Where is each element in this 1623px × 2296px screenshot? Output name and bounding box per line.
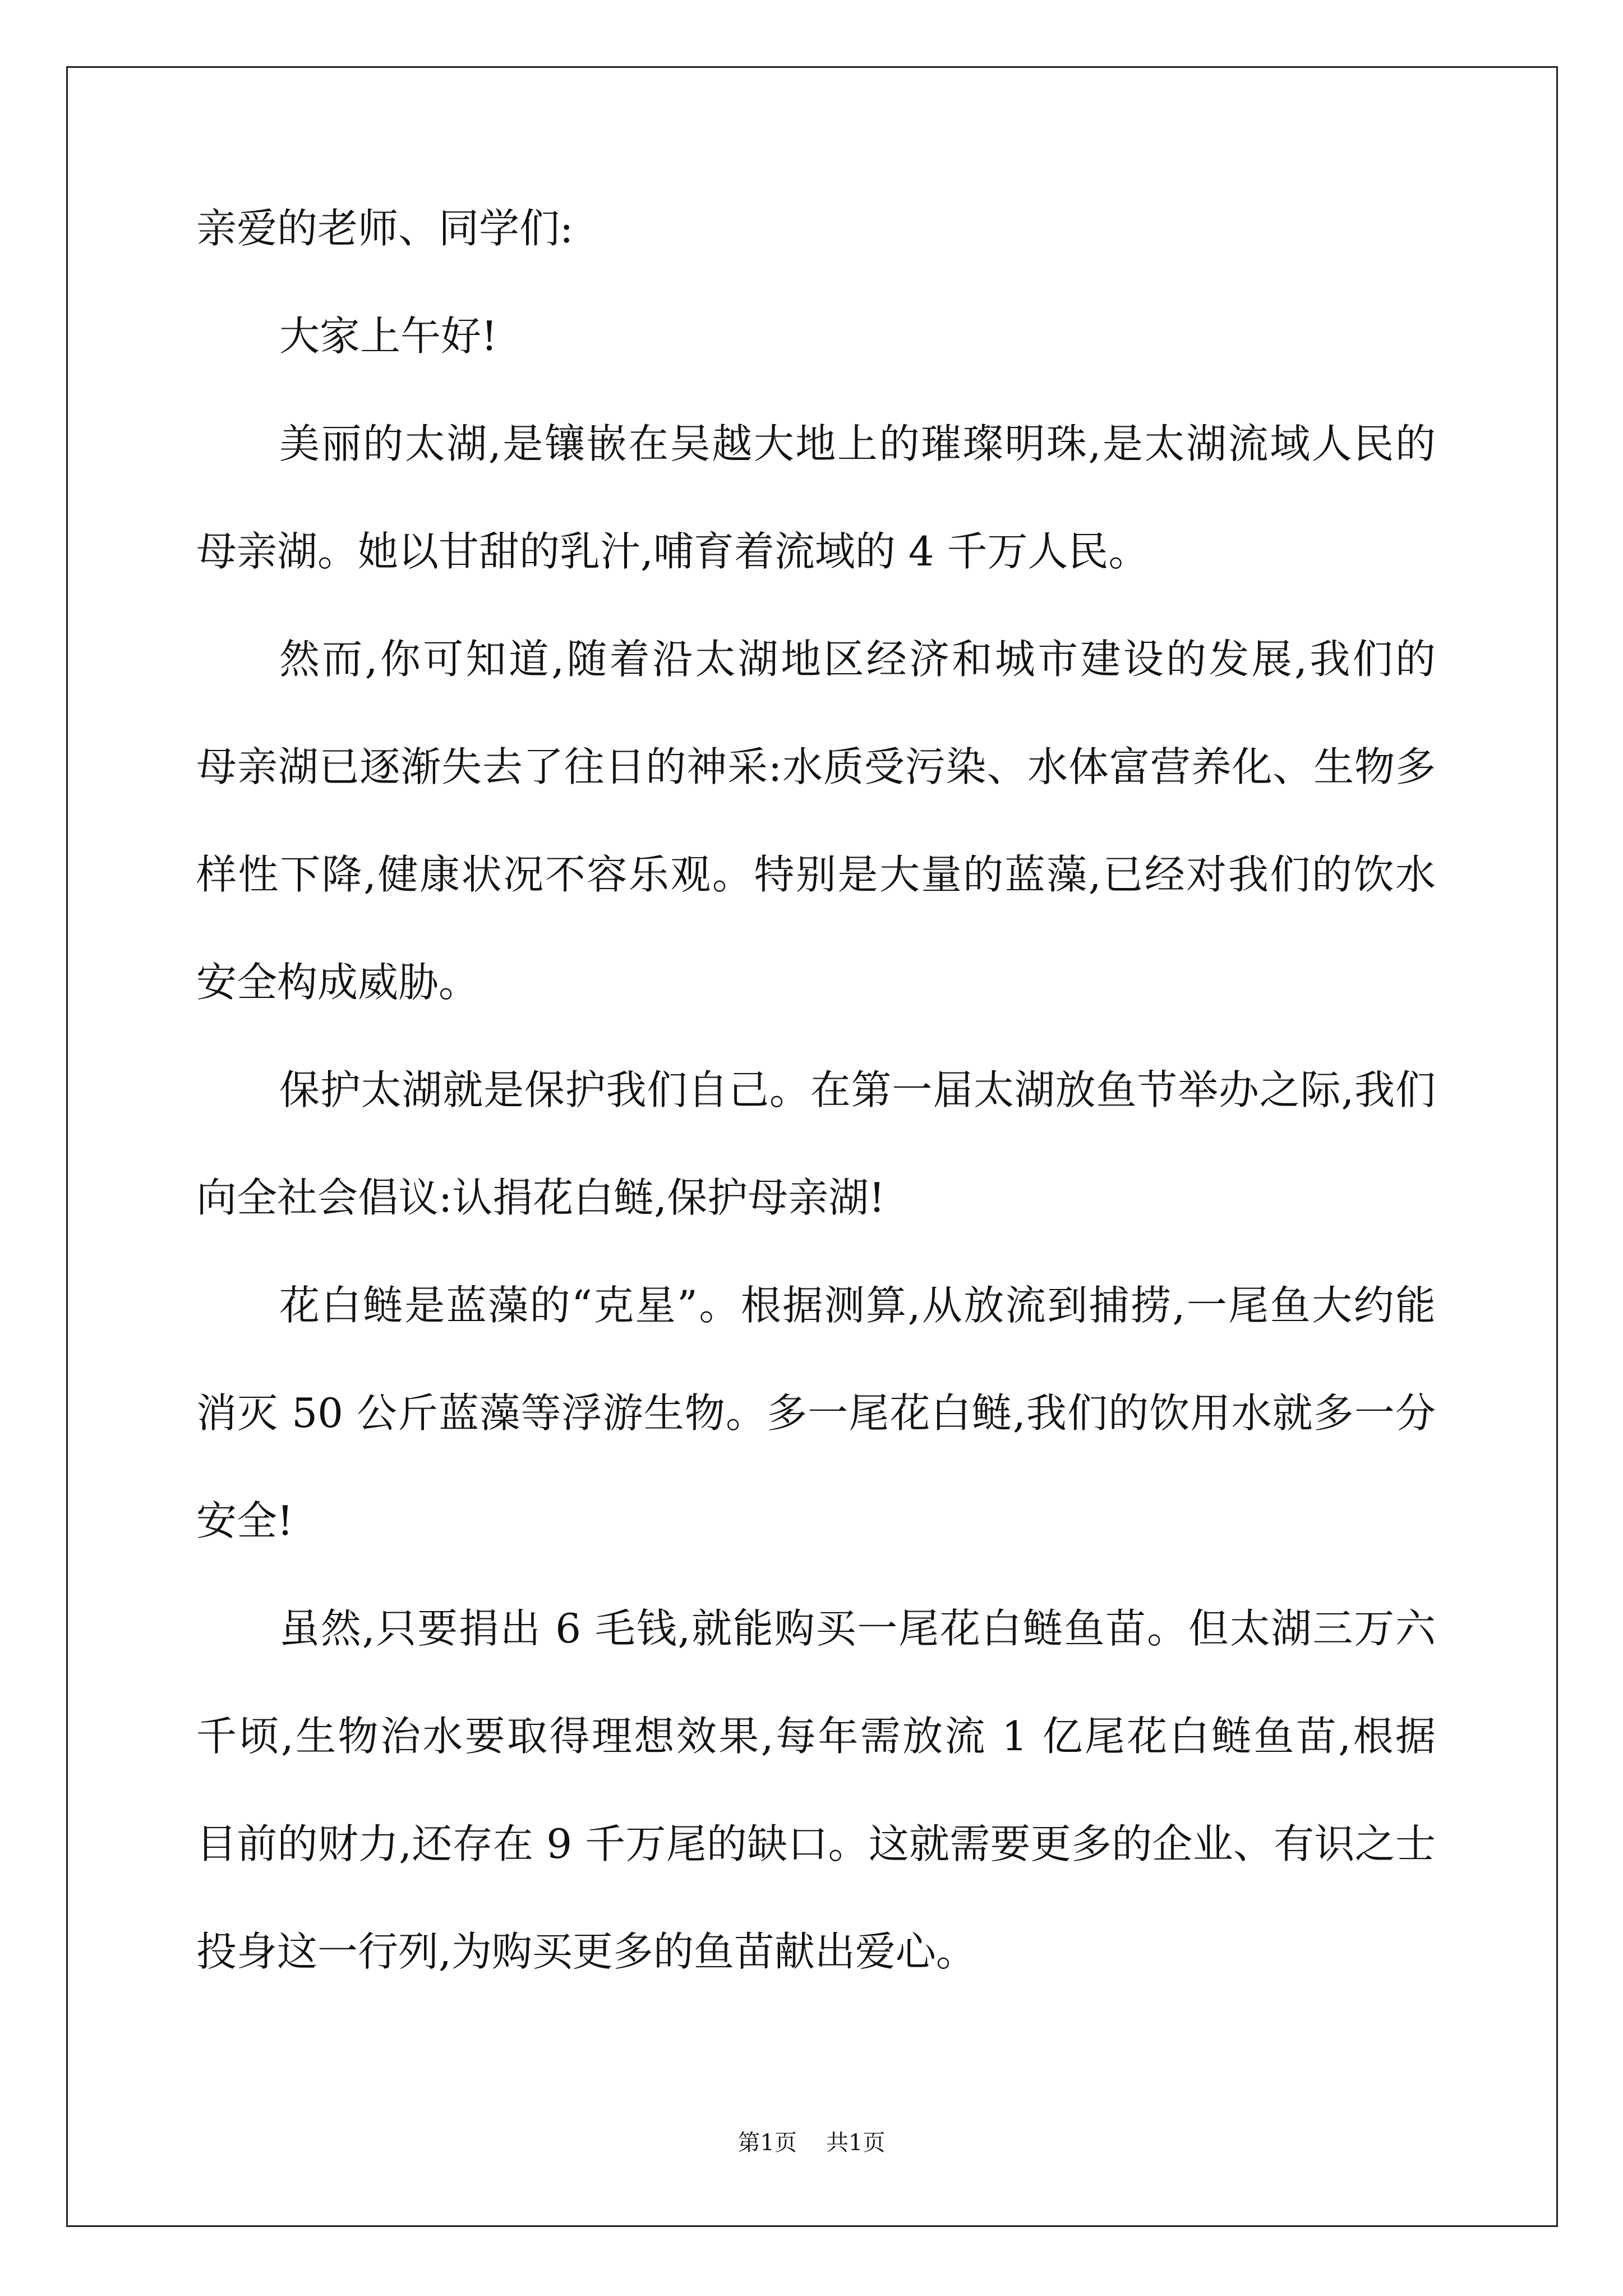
text-line: 美丽的太湖,是镶嵌在吴越大地上的璀璨明珠,是太湖流域人民的 [279, 420, 1436, 467]
text-line: 投身这一行列,为购买更多的鱼苗献出爱心。 [196, 1928, 976, 1975]
text-line: 千顷,生物治水要取得理想效果,每年需放流 1 亿尾花白鲢鱼苗,根据 [196, 1713, 1436, 1760]
text-line: 母亲湖已逐渐失去了往日的神采:水质受污染、水体富营养化、生物多 [196, 743, 1436, 790]
text-line: 虽然,只要捐出 6 毛钱,就能购买一尾花白鲢鱼苗。但太湖三万六 [279, 1605, 1436, 1652]
page-total: 共1页 [826, 2130, 886, 2156]
text-line: 花白鲢是蓝藻的“克星”。根据测算,从放流到捕捞,一尾鱼大约能 [279, 1282, 1436, 1329]
page-footer [0, 2129, 1623, 2157]
text-line: 母亲湖。她以甘甜的乳汁,哺育着流域的 4 千万人民。 [196, 528, 1149, 575]
text-line: 保护太湖就是保护我们自己。在第一届太湖放鱼节举办之际,我们 [279, 1066, 1436, 1114]
text-line: 样性下降,健康状况不容乐观。特别是大量的蓝藻,已经对我们的饮水 [196, 851, 1436, 898]
document-body [196, 202, 1436, 2033]
text-line: 向全社会倡议:认捐花白鲢,保护母亲湖! [196, 1174, 886, 1221]
text-line: 大家上午好! [279, 312, 497, 360]
text-line: 然而,你可知道,随着沿太湖地区经济和城市建设的发展,我们的 [279, 636, 1436, 683]
text-line: 亲爱的老师、同学们: [196, 205, 574, 252]
text-line: 消灭 50 公斤蓝藻等浮游生物。多一尾花白鲢,我们的饮用水就多一分 [196, 1389, 1436, 1437]
text-line: 安全! [196, 1497, 293, 1544]
text-line: 安全构成威胁。 [196, 959, 479, 1006]
page-number: 第1页 [737, 2130, 797, 2156]
text-line: 目前的财力,还存在 9 千万尾的缺口。这就需要更多的企业、有识之士 [196, 1820, 1436, 1867]
